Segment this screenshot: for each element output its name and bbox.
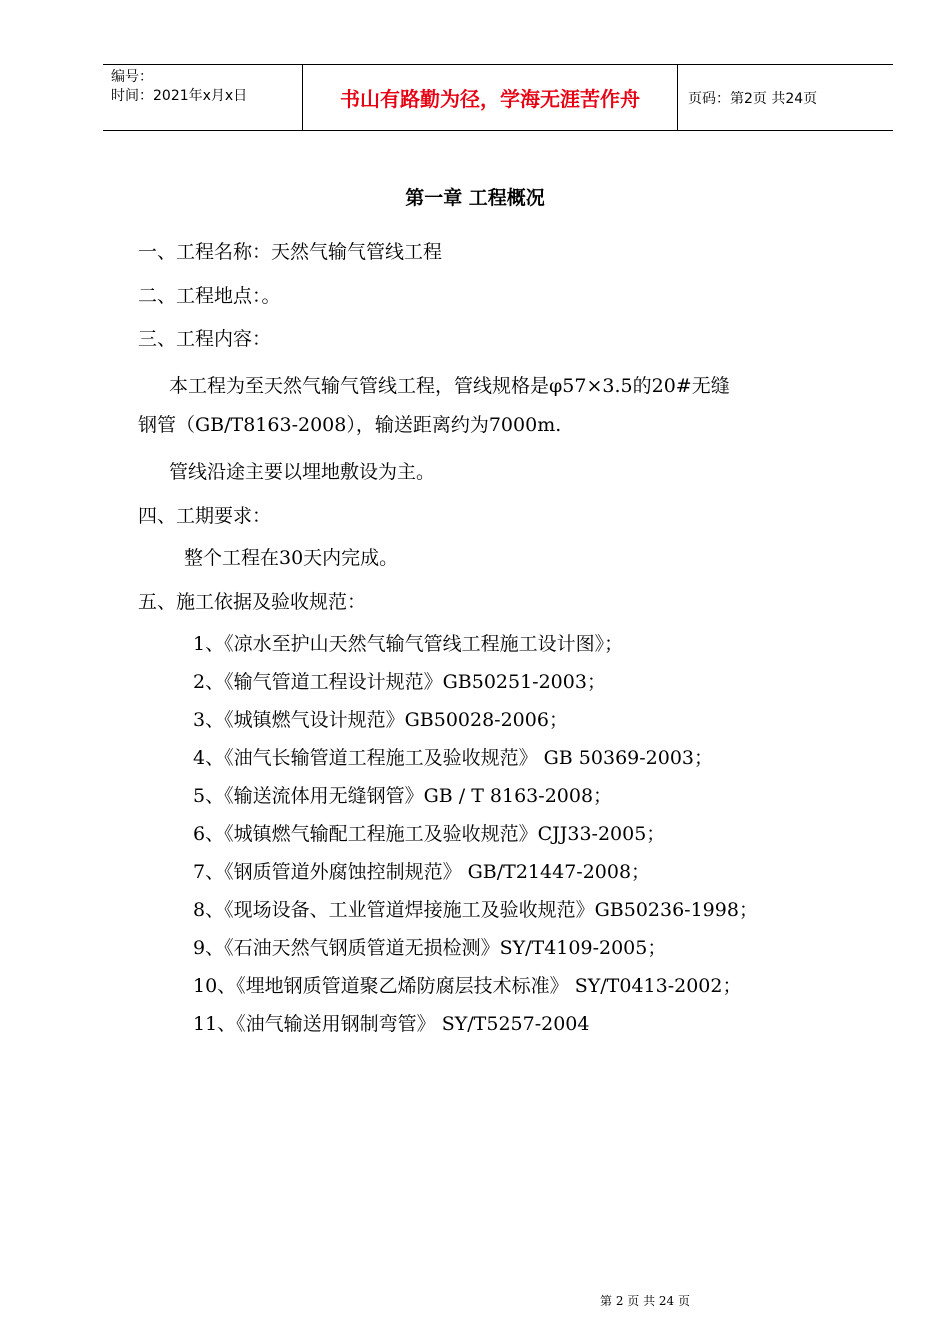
page-footer: 第 2 页 共 24 页 — [600, 1294, 690, 1308]
section-schedule: 四、工期要求： — [138, 505, 272, 527]
section-standards: 五、施工依据及验收规范： — [138, 591, 367, 613]
header-page-label: 页码：第2页 共24页 — [688, 90, 818, 107]
chapter-title: 第一章 工程概况 — [405, 187, 545, 209]
standard-item: 6、《城镇燃气输配工程施工及验收规范》CJJ33-2005； — [193, 823, 666, 845]
number-label: 编号： — [111, 69, 153, 85]
standard-item: 5、《输送流体用无缝钢管》GB / T 8163-2008； — [193, 785, 613, 807]
standard-item: 2、《输气管道工程设计规范》GB50251-2003； — [193, 671, 606, 693]
standard-item: 10、《埋地钢质管道聚乙烯防腐层技术标准》 SY/T0413-2002； — [193, 975, 742, 997]
page-header — [103, 64, 893, 131]
standard-item: 3、《城镇燃气设计规范》GB50028-2006； — [193, 709, 568, 731]
header-motto: 书山有路勤为径，学海无涯苦作舟 — [303, 65, 678, 130]
section-project-content: 三、工程内容： — [138, 328, 272, 350]
section-project-location: 二、工程地点：。 — [138, 285, 281, 307]
standard-item: 8、《现场设备、工业管道焊接施工及验收规范》GB50236-1998； — [193, 899, 758, 921]
header-meta — [103, 65, 303, 130]
content-paragraph-line1: 本工程为至天然气输气管线工程，管线规格是φ57×3.5的20#无缝 — [169, 375, 730, 397]
content-paragraph-2: 管线沿途主要以埋地敷设为主。 — [169, 461, 436, 483]
standard-item: 9、《石油天然气钢质管道无损检测》SY/T4109-2005； — [193, 937, 667, 959]
section-project-name: 一、工程名称：天然气输气管线工程 — [138, 241, 443, 263]
standard-item: 11、《油气输送用钢制弯管》 SY/T5257-2004 — [193, 1013, 590, 1035]
standard-item: 4、《油气长输管道工程施工及验收规范》 GB 50369-2003； — [193, 747, 714, 769]
standard-item: 7、《钢质管道外腐蚀控制规范》 GB/T21447-2008； — [193, 861, 651, 883]
standard-item: 1、《凉水至护山天然气输气管线工程施工设计图》； — [193, 633, 624, 655]
content-paragraph-line2: 钢管（GB/T8163-2008），输送距离约为7000m. — [138, 414, 562, 436]
time-label: 时间：2021年x月x日 — [111, 88, 248, 104]
schedule-paragraph: 整个工程在30天内完成。 — [184, 547, 399, 569]
